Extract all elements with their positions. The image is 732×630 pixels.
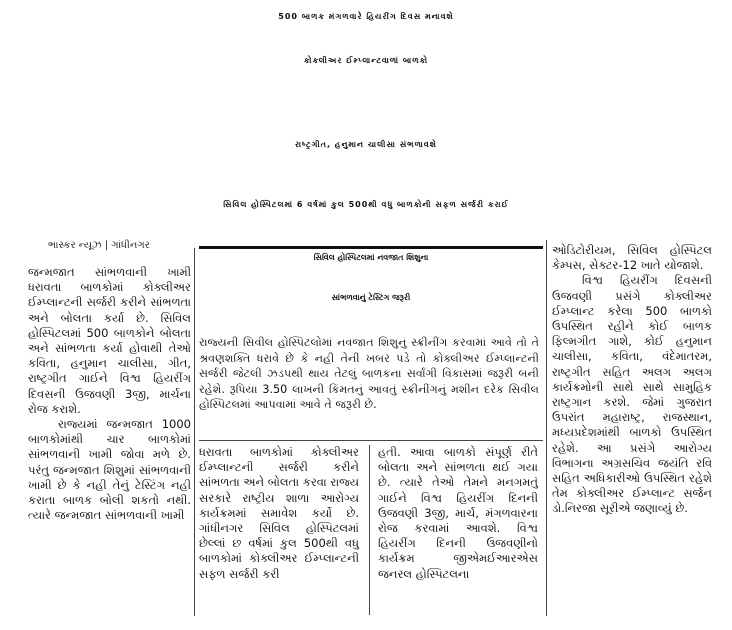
box-intro-paragraph: રાજ્યની સિવીલ હોસ્પિટલોમાં નવજાત શિશુનું સ્ક્રીનીંગ કરવામાં આવે તો તે શ્રવણશક્તિ ધરાવે છે કે નહી તેની ખબર પડે તો કોક્લીઅર ઈમ્પ્લાન્ટની સર્જરી જેટલી ઝડપથી થાય તેટલું બાળકના સર્વાંગી વિકાસમાં જરૂરી બની રહેશે. રૂપિયા 3.50 લાખની કિંમતનું આવતું સ્ક્રીનીંગનું મશીન દરેક સિવીલ હોસ્પિટલમાં આપવામાં આવે તે જરૂરી છે. bbox=[199, 336, 539, 412]
right-column-paragraph: ઓડિટોરીયમ, સિવિલ હોસ્પિટલ કેમ્પસ, સેક્ટર-12 ખાતે યોજાશે. bbox=[552, 243, 712, 273]
byline: ભાસ્કર ન્યૂઝ | ગાંધીનગર bbox=[48, 240, 150, 251]
middle-right-paragraph: હતી. આવા બાળકો સંપૂર્ણ રીતે બોલતા અને સાંભળતા થઈ ગયા છે. ત્યારે તેઓ તેમને મનગમતું ગાઈને વિશ્વ હિયરીંગ દિનની ઉજવણી 3જી, માર્ચ, મંગળવારના રોજ કરવામાં આવશે. વિશ્વ હિયરીંગ દિનની ઉજવણીનો કાર્યક્રમ જીએમઈઆરએસ જનરલ હોસ્પિટલના bbox=[378, 445, 538, 581]
headline-main-line2: રાષ્ટ્રગીત, હનુમાન ચાલીસા સંભળાવશે bbox=[295, 140, 437, 149]
middle-right-column bbox=[378, 445, 538, 582]
right-column bbox=[552, 243, 712, 517]
box-headline-line2: સાંભળવાનું ટેસ્ટિંગ જરૂરી bbox=[331, 293, 411, 302]
headline-main-line1: કોક્લીઅર ઈમ્પ્લાન્ટવાળાં બાળકો bbox=[303, 56, 429, 65]
box-bottom-rule bbox=[199, 440, 543, 441]
column-divider bbox=[369, 445, 370, 615]
left-column-paragraph: જન્મજાત સાંભળવાની ખામી ધરાવતા બાળકોમાં કોક્લીઅર ઈમ્પ્લાન્ટની સર્જરી કરીને સાંભળતા અને બોલતા કર્યા છે. સિવિલ હોસ્પિટલમાં 500 બાળકોને બોલતા અને સાંભળતા કર્યા હોવાથી તેઓ કવિતા, હનુમાન ચાલીસા, ગીત, રાષ્ટ્રગીત ગાઈને વિશ્વ હિયરીંગ દિવસની ઉજવણી 3જી, માર્ચના રોજ કરાશે. bbox=[28, 265, 191, 416]
right-column-paragraph: વિશ્વ હિયરીંગ દિવસની ઉજવણી પ્રસંગે કોક્લીઅર ઈમ્પ્લાન્ટ કરેલા 500 બાળકો ઉપસ્થિત રહીને કોઈ બાળક ફિલ્મગીત ગાશે, કોઈ હનુમાન ચાલીસા, કવિતા, વંદેમાતરમ, રાષ્ટ્રગીત સહિત અલગ અલગ કાર્યક્રમોની સાથે સાથે સામુહિક રાષ્ટ્રગાન કરશે. જેમાં ગુજરાત ઉપરાંત મહારાષ્ટ્ર, રાજસ્થાન, મધ્યપ્રદેશમાંથી બાળકો ઉપસ્થિત રહેશે. આ પ્રસંગે આરોગ્ય વિભાગના અગ્રસચિવ જયંતિ રવિ સહિત અધિકારીઓ ઉપસ્થિત રહેશે તેમ કોક્લીઅર ઈમ્પ્લાન્ટ સર્જન ડો.નિરજા સૂરીએ જણાવ્યું છે. bbox=[552, 273, 712, 516]
box-intro-text bbox=[199, 335, 539, 413]
column-divider bbox=[194, 248, 195, 616]
box-headline-line1: સિવિલ હોસ્પિટલમાં નવજાત શિશુના bbox=[313, 253, 429, 262]
headline-deck: સિવિલ હોસ્પિટલમાં 6 વર્ષમાં કુલ 500થી વધુ બાળકોની સફળ સર્જરી કરાઈ bbox=[223, 200, 509, 209]
middle-left-column bbox=[199, 445, 359, 582]
left-column bbox=[28, 265, 191, 523]
column-divider bbox=[546, 240, 547, 616]
sidebar-box bbox=[199, 246, 543, 337]
middle-left-paragraph: ધરાવતા બાળકોમાં કોક્લીઅર ઈમ્પ્લાન્ટની સર્જરી કરીને સાંભળતા અને બોલતા કરવા રાજ્ય સરકારે રાષ્ટ્રીય શાળા આરોગ્ય કાર્યક્રમમાં સમાવેશ કર્યો છે. ગાંધીનગર સિવિલ હોસ્પિટલમાં છેલ્લાં છ વર્ષમાં કુલ 500થી વધુ બાળકોમાં કોક્લીઅર ઈમ્પ્લાન્ટની સફળ સર્જરી કરી bbox=[199, 445, 359, 581]
left-column-paragraph: રાજ્યમાં જન્મજાત 1000 બાળકોમાંથી ચાર બાળકોમાં સાંભળવાની ખામી જોવા મળે છે. પરંતુ જન્મજાત શિશુમાં સાંભળવાની ખામી છે કે નહી તેનું ટેસ્ટિંગ નહી કરાતા બાળક બોલી શકતો નથી. ત્યારે જન્મજાત સાંભળવાની ખામી bbox=[28, 417, 191, 523]
headline-kicker: 500 બાળક મંગળવારે હિયરીંગ દિવસ મનાવશે bbox=[278, 12, 454, 21]
